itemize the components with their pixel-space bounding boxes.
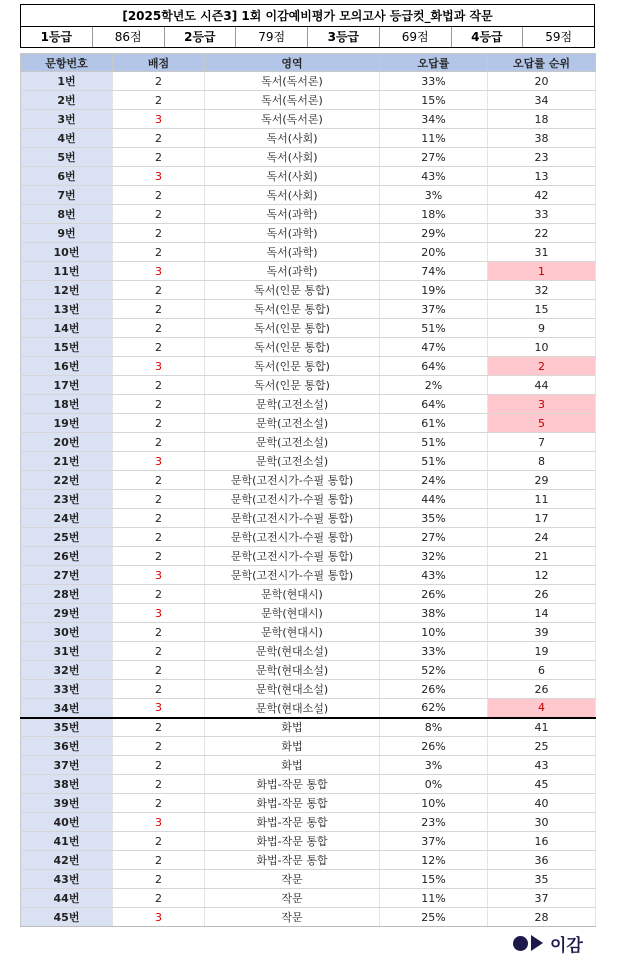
wrong-rate-cell: 37% xyxy=(380,300,488,319)
wrong-rank-cell: 14 xyxy=(488,604,596,623)
wrong-rank-cell: 24 xyxy=(488,528,596,547)
wrong-rank-cell: 23 xyxy=(488,148,596,167)
wrong-rank-cell: 32 xyxy=(488,281,596,300)
table-row xyxy=(21,129,596,148)
points-cell: 2 xyxy=(113,471,205,490)
points-cell: 2 xyxy=(113,547,205,566)
area-cell: 독서(인문 통합) xyxy=(205,376,380,395)
table-row xyxy=(21,433,596,452)
table-row xyxy=(21,338,596,357)
area-cell: 문학(고전소설) xyxy=(205,433,380,452)
question-number-cell: 36번 xyxy=(21,737,113,756)
wrong-rate-cell: 33% xyxy=(380,72,488,91)
table-row xyxy=(21,528,596,547)
area-cell: 독서(사회) xyxy=(205,129,380,148)
table-row xyxy=(21,889,596,908)
table-row xyxy=(21,699,596,718)
wrong-rank-cell: 41 xyxy=(488,718,596,737)
area-cell: 독서(사회) xyxy=(205,186,380,205)
area-cell: 문학(고전소설) xyxy=(205,452,380,471)
wrong-rate-cell: 52% xyxy=(380,661,488,680)
wrong-rate-cell: 8% xyxy=(380,718,488,737)
logo-text: 이감 xyxy=(550,935,583,956)
area-cell: 문학(현대소설) xyxy=(205,661,380,680)
area-cell: 화법-작문 통합 xyxy=(205,832,380,851)
wrong-rate-cell: 34% xyxy=(380,110,488,129)
area-cell: 독서(독서론) xyxy=(205,72,380,91)
wrong-rank-cell: 20 xyxy=(488,72,596,91)
area-cell: 독서(인문 통합) xyxy=(205,357,380,376)
table-row xyxy=(21,414,596,433)
area-cell: 독서(과학) xyxy=(205,262,380,281)
area-cell: 문학(현대시) xyxy=(205,604,380,623)
area-cell: 화법-작문 통합 xyxy=(205,813,380,832)
wrong-rate-cell: 64% xyxy=(380,357,488,376)
table-row xyxy=(21,281,596,300)
question-number-cell: 22번 xyxy=(21,471,113,490)
wrong-rank-cell: 31 xyxy=(488,243,596,262)
wrong-rank-cell: 26 xyxy=(488,680,596,699)
question-number-cell: 14번 xyxy=(21,319,113,338)
table-row xyxy=(21,300,596,319)
question-number-cell: 40번 xyxy=(21,813,113,832)
points-cell: 2 xyxy=(113,338,205,357)
points-cell: 2 xyxy=(113,129,205,148)
question-number-cell: 15번 xyxy=(21,338,113,357)
wrong-rate-cell: 64% xyxy=(380,395,488,414)
points-cell: 2 xyxy=(113,832,205,851)
wrong-rank-cell: 15 xyxy=(488,300,596,319)
points-cell: 2 xyxy=(113,528,205,547)
wrong-rate-cell: 25% xyxy=(380,908,488,927)
wrong-rank-cell: 40 xyxy=(488,794,596,813)
wrong-rank-cell: 36 xyxy=(488,851,596,870)
table-body xyxy=(21,72,596,927)
points-cell: 2 xyxy=(113,72,205,91)
table-row xyxy=(21,471,596,490)
area-cell: 독서(인문 통합) xyxy=(205,319,380,338)
table-row xyxy=(21,509,596,528)
wrong-rate-cell: 2% xyxy=(380,376,488,395)
area-cell: 독서(독서론) xyxy=(205,110,380,129)
question-number-cell: 4번 xyxy=(21,129,113,148)
wrong-rank-cell: 37 xyxy=(488,889,596,908)
wrong-rate-cell: 3% xyxy=(380,186,488,205)
wrong-rate-cell: 10% xyxy=(380,794,488,813)
area-cell: 화법-작문 통합 xyxy=(205,851,380,870)
wrong-rate-cell: 10% xyxy=(380,623,488,642)
grade-cut-row xyxy=(21,27,594,47)
area-cell: 독서(과학) xyxy=(205,205,380,224)
table-row xyxy=(21,243,596,262)
points-cell: 2 xyxy=(113,490,205,509)
question-number-cell: 18번 xyxy=(21,395,113,414)
wrong-rank-cell: 10 xyxy=(488,338,596,357)
question-number-cell: 16번 xyxy=(21,357,113,376)
wrong-rank-cell: 25 xyxy=(488,737,596,756)
points-cell: 3 xyxy=(113,908,205,927)
points-cell: 2 xyxy=(113,623,205,642)
wrong-rate-cell: 11% xyxy=(380,129,488,148)
points-cell: 2 xyxy=(113,851,205,870)
wrong-rate-cell: 33% xyxy=(380,642,488,661)
grade-score-2: 79점 xyxy=(236,27,308,47)
area-cell: 문학(고전시가-수필 통합) xyxy=(205,490,380,509)
wrong-rate-cell: 51% xyxy=(380,452,488,471)
wrong-rank-cell: 6 xyxy=(488,661,596,680)
wrong-rank-cell: 1 xyxy=(488,262,596,281)
wrong-rate-cell: 43% xyxy=(380,566,488,585)
wrong-rank-cell: 13 xyxy=(488,167,596,186)
question-number-cell: 21번 xyxy=(21,452,113,471)
table-row xyxy=(21,205,596,224)
question-number-cell: 30번 xyxy=(21,623,113,642)
header-points: 배점 xyxy=(113,54,205,72)
wrong-rate-cell: 51% xyxy=(380,319,488,338)
wrong-rate-cell: 11% xyxy=(380,889,488,908)
table-row xyxy=(21,832,596,851)
question-number-cell: 26번 xyxy=(21,547,113,566)
points-cell: 2 xyxy=(113,243,205,262)
wrong-rank-cell: 29 xyxy=(488,471,596,490)
points-cell: 2 xyxy=(113,794,205,813)
table-row xyxy=(21,737,596,756)
area-cell: 작문 xyxy=(205,870,380,889)
table-row xyxy=(21,452,596,471)
grade-cut-title: [2025학년도 시즌3] 1회 이감예비평가 모의고사 등급컷_화법과 작문 xyxy=(21,5,594,27)
area-cell: 문학(고전시가-수필 통합) xyxy=(205,471,380,490)
wrong-rank-cell: 38 xyxy=(488,129,596,148)
points-cell: 2 xyxy=(113,224,205,243)
question-number-cell: 41번 xyxy=(21,832,113,851)
header-question-number: 문항번호 xyxy=(21,54,113,72)
question-number-cell: 1번 xyxy=(21,72,113,91)
question-number-cell: 42번 xyxy=(21,851,113,870)
question-number-cell: 38번 xyxy=(21,775,113,794)
question-number-cell: 45번 xyxy=(21,908,113,927)
points-cell: 2 xyxy=(113,319,205,338)
points-cell: 2 xyxy=(113,680,205,699)
table-row xyxy=(21,110,596,129)
area-cell: 문학(고전시가-수필 통합) xyxy=(205,509,380,528)
wrong-rank-cell: 21 xyxy=(488,547,596,566)
wrong-rate-cell: 20% xyxy=(380,243,488,262)
question-number-cell: 23번 xyxy=(21,490,113,509)
wrong-rate-cell: 74% xyxy=(380,262,488,281)
wrong-rate-cell: 37% xyxy=(380,832,488,851)
table-row xyxy=(21,813,596,832)
area-cell: 문학(고전시가-수필 통합) xyxy=(205,547,380,566)
table-row xyxy=(21,756,596,775)
wrong-rank-cell: 9 xyxy=(488,319,596,338)
points-cell: 3 xyxy=(113,167,205,186)
table-row xyxy=(21,680,596,699)
question-number-cell: 12번 xyxy=(21,281,113,300)
table-row xyxy=(21,357,596,376)
table-row xyxy=(21,623,596,642)
question-number-cell: 11번 xyxy=(21,262,113,281)
points-cell: 2 xyxy=(113,414,205,433)
points-cell: 2 xyxy=(113,509,205,528)
area-cell: 화법-작문 통합 xyxy=(205,775,380,794)
points-cell: 2 xyxy=(113,281,205,300)
header-wrong-rate: 오답률 xyxy=(380,54,488,72)
wrong-rank-cell: 35 xyxy=(488,870,596,889)
wrong-rank-cell: 43 xyxy=(488,756,596,775)
wrong-rate-cell: 15% xyxy=(380,870,488,889)
logo-circle-icon xyxy=(513,936,528,951)
table-row xyxy=(21,908,596,927)
wrong-rank-cell: 5 xyxy=(488,414,596,433)
logo-triangle-icon xyxy=(531,935,543,951)
table-row xyxy=(21,604,596,623)
points-cell: 2 xyxy=(113,718,205,737)
points-cell: 2 xyxy=(113,661,205,680)
area-cell: 문학(고전소설) xyxy=(205,414,380,433)
table-row xyxy=(21,775,596,794)
wrong-rate-cell: 18% xyxy=(380,205,488,224)
points-cell: 3 xyxy=(113,357,205,376)
wrong-rank-cell: 4 xyxy=(488,699,596,718)
table-row xyxy=(21,395,596,414)
wrong-rate-cell: 32% xyxy=(380,547,488,566)
wrong-rank-cell: 2 xyxy=(488,357,596,376)
points-cell: 2 xyxy=(113,300,205,319)
area-cell: 작문 xyxy=(205,908,380,927)
igam-logo xyxy=(513,932,583,954)
points-cell: 2 xyxy=(113,148,205,167)
question-number-cell: 19번 xyxy=(21,414,113,433)
wrong-rank-cell: 30 xyxy=(488,813,596,832)
question-number-cell: 10번 xyxy=(21,243,113,262)
points-cell: 2 xyxy=(113,205,205,224)
question-number-cell: 17번 xyxy=(21,376,113,395)
wrong-rank-cell: 39 xyxy=(488,623,596,642)
question-number-cell: 43번 xyxy=(21,870,113,889)
area-cell: 독서(인문 통합) xyxy=(205,281,380,300)
points-cell: 2 xyxy=(113,775,205,794)
question-number-cell: 13번 xyxy=(21,300,113,319)
question-number-cell: 20번 xyxy=(21,433,113,452)
question-number-cell: 3번 xyxy=(21,110,113,129)
points-cell: 3 xyxy=(113,452,205,471)
wrong-rate-cell: 26% xyxy=(380,680,488,699)
wrong-rank-cell: 3 xyxy=(488,395,596,414)
table-row xyxy=(21,718,596,737)
area-cell: 독서(인문 통합) xyxy=(205,338,380,357)
wrong-rate-cell: 23% xyxy=(380,813,488,832)
grade-cut-box xyxy=(20,4,595,48)
area-cell: 독서(독서론) xyxy=(205,91,380,110)
table-row xyxy=(21,224,596,243)
wrong-rate-cell: 15% xyxy=(380,91,488,110)
grade-score-1: 86점 xyxy=(93,27,165,47)
question-number-cell: 31번 xyxy=(21,642,113,661)
wrong-rank-cell: 44 xyxy=(488,376,596,395)
wrong-rate-cell: 26% xyxy=(380,737,488,756)
points-cell: 2 xyxy=(113,756,205,775)
points-cell: 3 xyxy=(113,110,205,129)
points-cell: 3 xyxy=(113,262,205,281)
grade-label-3: 3등급 xyxy=(308,27,380,47)
area-cell: 화법 xyxy=(205,718,380,737)
wrong-rate-cell: 12% xyxy=(380,851,488,870)
table-row xyxy=(21,794,596,813)
wrong-rate-cell: 35% xyxy=(380,509,488,528)
wrong-rank-cell: 12 xyxy=(488,566,596,585)
question-number-cell: 9번 xyxy=(21,224,113,243)
area-cell: 독서(사회) xyxy=(205,167,380,186)
grade-label-1: 1등급 xyxy=(21,27,93,47)
wrong-rate-cell: 43% xyxy=(380,167,488,186)
wrong-rank-cell: 34 xyxy=(488,91,596,110)
wrong-rank-cell: 19 xyxy=(488,642,596,661)
table-row xyxy=(21,91,596,110)
wrong-rank-cell: 7 xyxy=(488,433,596,452)
wrong-rank-cell: 42 xyxy=(488,186,596,205)
points-cell: 2 xyxy=(113,889,205,908)
area-cell: 문학(현대시) xyxy=(205,585,380,604)
table-row xyxy=(21,186,596,205)
wrong-rate-cell: 27% xyxy=(380,528,488,547)
area-cell: 문학(고전소설) xyxy=(205,395,380,414)
wrong-rate-cell: 47% xyxy=(380,338,488,357)
table-row xyxy=(21,585,596,604)
points-cell: 2 xyxy=(113,186,205,205)
question-number-cell: 2번 xyxy=(21,91,113,110)
wrong-rate-cell: 27% xyxy=(380,148,488,167)
points-cell: 2 xyxy=(113,642,205,661)
table-row xyxy=(21,72,596,91)
area-cell: 독서(인문 통합) xyxy=(205,300,380,319)
points-cell: 2 xyxy=(113,870,205,889)
question-number-cell: 5번 xyxy=(21,148,113,167)
question-number-cell: 34번 xyxy=(21,699,113,718)
area-cell: 독서(과학) xyxy=(205,224,380,243)
points-cell: 3 xyxy=(113,699,205,718)
question-number-cell: 28번 xyxy=(21,585,113,604)
area-cell: 문학(현대소설) xyxy=(205,699,380,718)
wrong-rate-cell: 19% xyxy=(380,281,488,300)
question-number-cell: 7번 xyxy=(21,186,113,205)
table-row xyxy=(21,642,596,661)
question-number-cell: 24번 xyxy=(21,509,113,528)
points-cell: 2 xyxy=(113,585,205,604)
question-number-cell: 44번 xyxy=(21,889,113,908)
wrong-rank-cell: 18 xyxy=(488,110,596,129)
table-row xyxy=(21,851,596,870)
area-cell: 독서(사회) xyxy=(205,148,380,167)
table-row xyxy=(21,376,596,395)
question-number-cell: 6번 xyxy=(21,167,113,186)
question-number-cell: 33번 xyxy=(21,680,113,699)
wrong-rank-cell: 11 xyxy=(488,490,596,509)
table-row xyxy=(21,661,596,680)
table-row xyxy=(21,319,596,338)
area-cell: 문학(현대소설) xyxy=(205,642,380,661)
item-analysis-table xyxy=(20,53,596,927)
question-number-cell: 27번 xyxy=(21,566,113,585)
wrong-rank-cell: 22 xyxy=(488,224,596,243)
wrong-rate-cell: 62% xyxy=(380,699,488,718)
points-cell: 2 xyxy=(113,395,205,414)
table-row xyxy=(21,167,596,186)
grade-score-4: 59점 xyxy=(545,30,573,44)
points-cell: 2 xyxy=(113,433,205,452)
area-cell: 문학(고전시가-수필 통합) xyxy=(205,566,380,585)
header-area: 영역 xyxy=(205,54,380,72)
wrong-rank-cell: 16 xyxy=(488,832,596,851)
question-number-cell: 29번 xyxy=(21,604,113,623)
table-header-row xyxy=(21,54,596,72)
wrong-rank-cell: 33 xyxy=(488,205,596,224)
wrong-rate-cell: 24% xyxy=(380,471,488,490)
points-cell: 3 xyxy=(113,813,205,832)
wrong-rate-cell: 44% xyxy=(380,490,488,509)
wrong-rank-cell: 26 xyxy=(488,585,596,604)
wrong-rate-cell: 29% xyxy=(380,224,488,243)
question-number-cell: 32번 xyxy=(21,661,113,680)
grade-score-3: 69점 xyxy=(380,27,452,47)
wrong-rate-cell: 0% xyxy=(380,775,488,794)
grade-label-2: 2등급 xyxy=(165,27,237,47)
wrong-rank-cell: 45 xyxy=(488,775,596,794)
question-number-cell: 25번 xyxy=(21,528,113,547)
points-cell: 2 xyxy=(113,737,205,756)
wrong-rank-cell: 8 xyxy=(488,452,596,471)
question-number-cell: 37번 xyxy=(21,756,113,775)
points-cell: 3 xyxy=(113,566,205,585)
grade-label-4: 4등급 xyxy=(452,27,524,47)
area-cell: 문학(현대시) xyxy=(205,623,380,642)
area-cell: 화법 xyxy=(205,756,380,775)
question-number-cell: 39번 xyxy=(21,794,113,813)
wrong-rate-cell: 61% xyxy=(380,414,488,433)
wrong-rate-cell: 38% xyxy=(380,604,488,623)
table-row xyxy=(21,547,596,566)
question-number-cell: 35번 xyxy=(21,718,113,737)
area-cell: 문학(고전시가-수필 통합) xyxy=(205,528,380,547)
area-cell: 독서(과학) xyxy=(205,243,380,262)
wrong-rate-cell: 26% xyxy=(380,585,488,604)
table-row xyxy=(21,262,596,281)
wrong-rank-cell: 17 xyxy=(488,509,596,528)
question-number-cell: 8번 xyxy=(21,205,113,224)
table-row xyxy=(21,490,596,509)
table-row xyxy=(21,148,596,167)
area-cell: 화법 xyxy=(205,737,380,756)
wrong-rate-cell: 3% xyxy=(380,756,488,775)
wrong-rank-cell: 28 xyxy=(488,908,596,927)
area-cell: 작문 xyxy=(205,889,380,908)
points-cell: 2 xyxy=(113,376,205,395)
points-cell: 2 xyxy=(113,91,205,110)
area-cell: 문학(현대소설) xyxy=(205,680,380,699)
area-cell: 화법-작문 통합 xyxy=(205,794,380,813)
table-row xyxy=(21,566,596,585)
header-wrong-rank: 오답률 순위 xyxy=(488,54,596,72)
points-cell: 3 xyxy=(113,604,205,623)
wrong-rate-cell: 51% xyxy=(380,433,488,452)
table-row xyxy=(21,870,596,889)
